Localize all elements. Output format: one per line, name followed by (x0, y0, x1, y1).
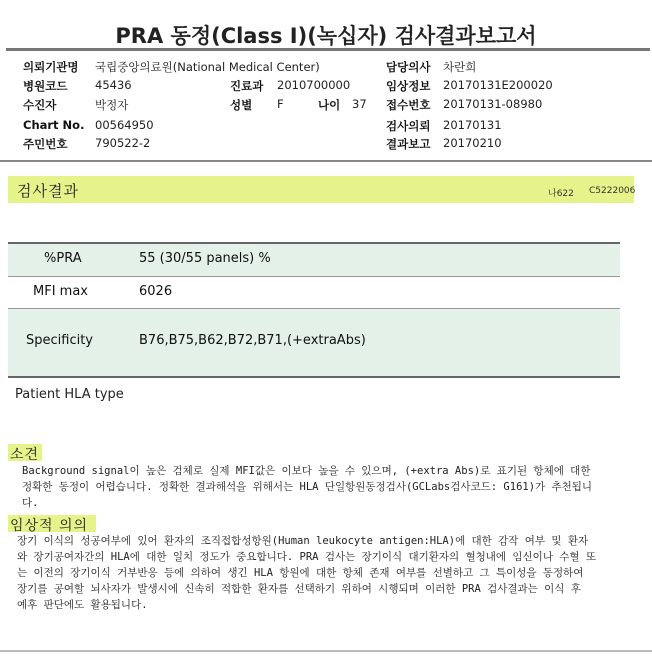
dept-value: 2010700000 (277, 78, 351, 92)
specificity-value: B76,B75,B62,B72,B71,(+extraAbs) (139, 333, 366, 348)
mfi-label: MFI max (33, 284, 88, 299)
results-row-mfi (8, 277, 620, 309)
chart-no-value: 00564950 (95, 118, 154, 132)
requester-value: 국립중앙의료원(National Medical Center) (95, 60, 320, 74)
specificity-label: Specificity (26, 333, 93, 348)
clinical-text: 장기 이식의 성공여부에 있어 환자의 조직접합성항원(Human leukocyte antigen:HLA)에 대한 감작 여부 및 환자와 장기공여자간의 HLA에 대한 일치 정도가 중요합니다. PRA 검사는 장기이식 대기환자의 혈청내에 임신이나 수혈 또는 이전의 장기이식 거부반응 등에 의하여 생긴 HLA 항원에 대한 항체 존재 여부를 선별하고 그 특이성을 동정하여 장기를 공여할 뇌사자가 발생시에 신속히 적합한 환자를 선택하기 위하여 시행되며 이러한 PRA 검사결과는 이식 후 예후 판단에도 활용됩니다. (17, 535, 597, 611)
hospital-code-label: 병원코드 (23, 79, 68, 93)
report-title: PRA 동정(Class I)(녹십자) 검사결과보고서 (115, 24, 537, 48)
results-header-band (8, 176, 634, 203)
doctor-label: 담당의사 (386, 60, 431, 74)
report-date-value: 20170210 (443, 136, 502, 150)
sex-label: 성별 (230, 98, 253, 112)
ssn-value: 790522-2 (95, 136, 151, 150)
request-date-value: 20170131 (443, 118, 502, 132)
results-row-specificity (8, 309, 620, 376)
patient-label: 수진자 (23, 98, 57, 112)
results-row-pra (8, 244, 620, 277)
ssn-label: 주민번호 (23, 137, 68, 151)
clinical-heading: 임상적 의의 (10, 518, 89, 534)
clinical-info-label: 임상정보 (386, 79, 431, 93)
doctor-value: 차란희 (443, 60, 477, 74)
patient-hla-type-label: Patient HLA type (15, 387, 124, 402)
page-bottom-divider (0, 650, 652, 652)
results-table-bottom-border (8, 376, 620, 378)
findings-text: Background signal이 높은 검체로 실제 MFI값은 이보다 높을 수 있으며, (+extra Abs)로 표기된 항체에 대한 정확한 동정이 어렵습니다. 정확한 결과해석을 위해서는 HLA 단일항원동정검사(GCLabs검사코드: G161)가 추천됩니다. (22, 465, 593, 509)
dept-label: 진료과 (230, 79, 264, 93)
hospital-code-value: 45436 (95, 78, 132, 92)
receipt-label: 접수번호 (386, 98, 431, 112)
test-code-1: 나622 (548, 189, 574, 199)
age-label: 나이 (318, 98, 341, 112)
pra-value: 55 (30/55 panels) % (139, 251, 271, 266)
patient-value: 박정자 (95, 98, 129, 112)
title-divider (6, 48, 650, 51)
requester-label: 의뢰기관명 (23, 60, 79, 74)
request-date-label: 검사의뢰 (386, 119, 431, 133)
findings-heading: 소견 (10, 447, 40, 463)
age-value: 37 (352, 97, 367, 111)
receipt-value: 20170131-08980 (443, 97, 543, 111)
info-divider (0, 160, 652, 162)
report-date-label: 결과보고 (386, 137, 431, 151)
mfi-value: 6026 (139, 284, 173, 299)
clinical-info-value: 20170131E200020 (443, 78, 553, 92)
chart-no-label: Chart No. (23, 118, 85, 132)
sex-value: F (277, 97, 284, 111)
test-code-2: C5222006 (589, 186, 636, 196)
pra-label: %PRA (44, 251, 82, 266)
results-heading: 검사결과 (17, 182, 79, 200)
